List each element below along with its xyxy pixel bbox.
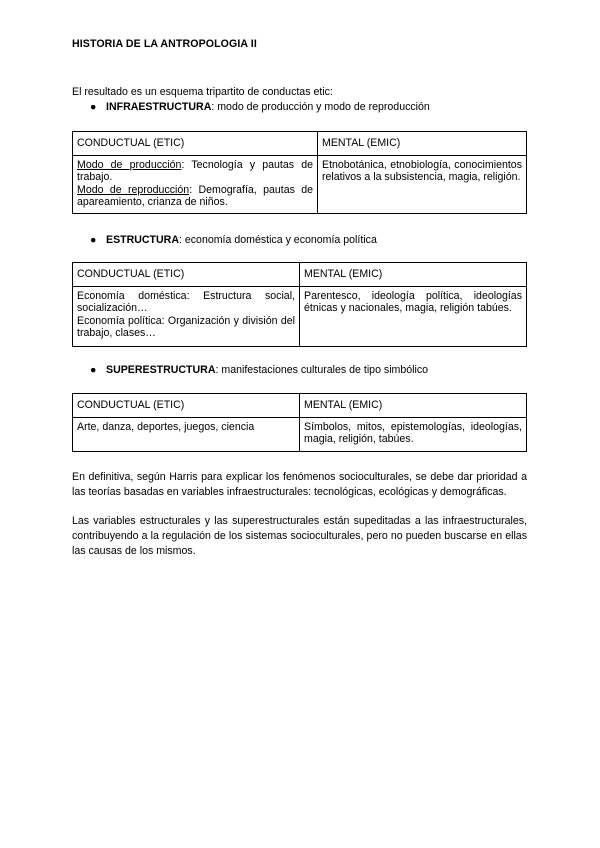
col-header-emic: MENTAL (EMIC) [300,394,527,418]
bullet-infraestructura [90,101,430,113]
bullet-estructura [90,234,377,246]
cell-emic: Símbolos, mitos, epistemologías, ideologías, magia, religión, tabúes. [300,418,527,452]
bullet-icon: ● [90,101,97,113]
cell-etic [73,287,300,347]
col-header-etic: CONDUCTUAL (ETIC) [73,132,318,156]
label-modo-reproduccion: Modo de reproducción [77,183,190,196]
text-economia-domestica: Economía doméstica: Estructura social, socialización… [77,290,295,315]
cell-emic: Parentesco, ideología política, ideologías étnicas y nacionales, magia, religión tabúes. [300,287,527,347]
cell-etic: Arte, danza, deportes, juegos, ciencia [73,418,300,452]
conclusion-paragraph-2: Las variables estructurales y las superestructurales están supeditadas a las infraestructurales, contribuyendo a la regulación de los sistemas socioculturales, pero no pueden buscarse en ellas las causas de los mismos. [72,515,527,557]
desc-estructura: : economía doméstica y economía política [178,234,377,246]
col-header-emic: MENTAL (EMIC) [318,132,527,156]
term-estructura: ESTRUCTURA [106,234,179,246]
cell-etic [73,156,318,214]
desc-superestructura: : manifestaciones culturales de tipo simbólico [215,364,429,376]
bullet-superestructura [90,364,428,376]
cell-emic: Etnobotánica, etnobiología, conocimientos relativos a la subsistencia, magia, religión. [318,156,527,214]
label-modo-produccion: Modo de producción [77,159,182,171]
table-infraestructura [72,131,527,214]
text-modo-reproduccion: : Demografía, pautas de apareamiento, crianza de niños. [77,183,313,209]
table-estructura [72,262,527,347]
term-infraestructura: INFRAESTRUCTURA [106,101,212,113]
page-header-title: HISTORIA DE LA ANTROPOLOGIA II [72,38,257,50]
bullet-icon: ● [90,364,97,376]
text-modo-produccion: : Tecnología y pautas de trabajo. [77,159,314,184]
text-economia-politica: Economía política: Organización y división del trabajo, clases… [77,314,295,340]
col-header-emic: MENTAL (EMIC) [300,263,527,287]
desc-infraestructura: : modo de producción y modo de reproducción [211,101,430,113]
col-header-etic: CONDUCTUAL (ETIC) [73,263,300,287]
intro-text: El resultado es un esquema tripartito de conductas etic: [72,86,333,98]
bullet-icon: ● [90,234,97,246]
conclusion-paragraph-1: En definitiva, según Harris para explicar los fenómenos socioculturales, se debe dar prioridad a las teorías basadas en variables infraestructurales: tecnológicas, ecológicas y demográficas. [72,471,527,498]
table-superestructura [72,393,527,452]
col-header-etic: CONDUCTUAL (ETIC) [73,394,300,418]
term-superestructura: SUPERESTRUCTURA [106,364,216,376]
